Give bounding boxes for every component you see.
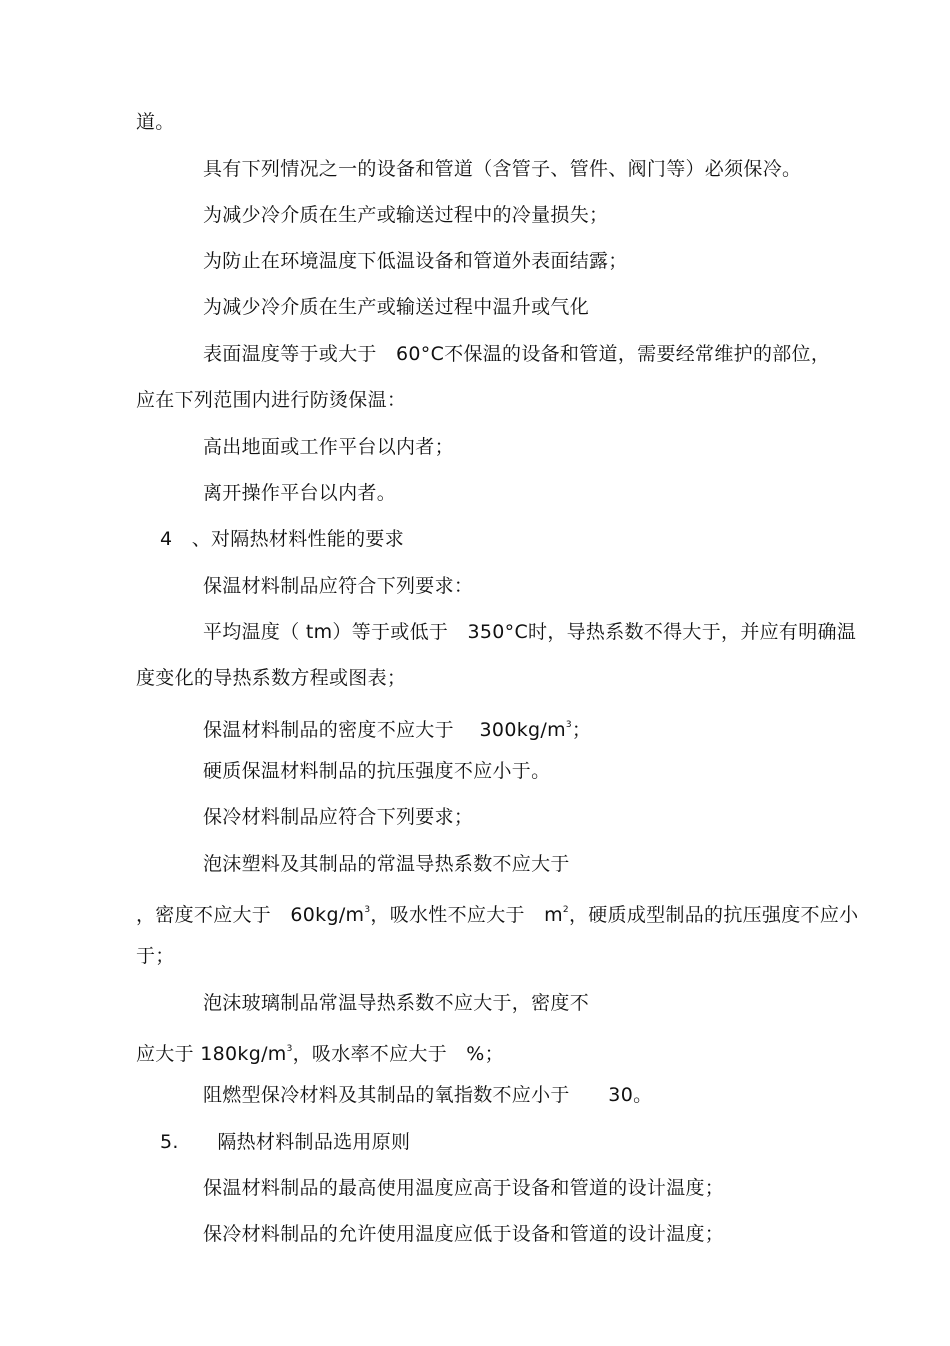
text-line: 保冷材料制品的允许使用温度应低于设备和管道的设计温度； (203, 1223, 725, 1245)
text-line: 道。 (136, 111, 175, 133)
text-line: 保冷材料制品应符合下列要求； (203, 806, 474, 828)
text-line: ，密度不应大于 $60kg/m^3$，吸水性不应大于 $m^2$，硬质成型制品的抗压强度不应小 (136, 904, 859, 926)
text-line: 硬质保温材料制品的抗压强度不应小于。 (203, 760, 551, 782)
text-line: 应在下列范围内进行防烫保温： (136, 389, 407, 411)
superscript: 2 (562, 905, 569, 915)
text-line: 离开操作平台以内者。 (203, 482, 397, 504)
superscript: 3 (364, 905, 371, 915)
text-line: 泡沫塑料及其制品的常温导热系数不应大于 (203, 853, 570, 875)
text-line: 为减少冷介质在生产或输送过程中的冷量损失； (203, 204, 609, 226)
text-line: 保温材料制品的密度不应大于 $300kg/m^3$； (203, 719, 592, 741)
section-heading: 5. 隔热材料制品选用原则 (160, 1131, 411, 1153)
superscript: 3 (286, 1044, 293, 1054)
text-line: 具有下列情况之一的设备和管道（含管子、管件、阀门等）必须保冷。 (203, 158, 802, 180)
section-heading: 4 、对隔热材料性能的要求 (160, 528, 404, 550)
text-line: 保温材料制品应符合下列要求： (203, 575, 474, 597)
text-line: 应大于 $180kg/m^3$，吸水率不应大于 %； (136, 1043, 504, 1065)
text-line: 保温材料制品的最高使用温度应高于设备和管道的设计温度； (203, 1177, 725, 1199)
superscript: 3 (565, 720, 572, 730)
text-line: 阻燃型保冷材料及其制品的氧指数不应小于 30。 (203, 1084, 653, 1106)
text-line: 表面温度等于或大于 60°C不保温的设备和管道，需要经常维护的部位， (203, 343, 831, 365)
text-line: 度变化的导热系数方程或图表； (136, 667, 407, 689)
text-line: 于； (136, 945, 175, 967)
text-line: 平均温度（ tm）等于或低于 350°C时，导热系数不得大于，并应有明确温 (203, 621, 857, 643)
text-line: 泡沫玻璃制品常温导热系数不应大于，密度不 (203, 992, 590, 1014)
text-line: 为减少冷介质在生产或输送过程中温升或气化 (203, 296, 590, 318)
text-line: 高出地面或工作平台以内者； (203, 436, 454, 458)
text-line: 为防止在环境温度下低温设备和管道外表面结露； (203, 250, 628, 272)
